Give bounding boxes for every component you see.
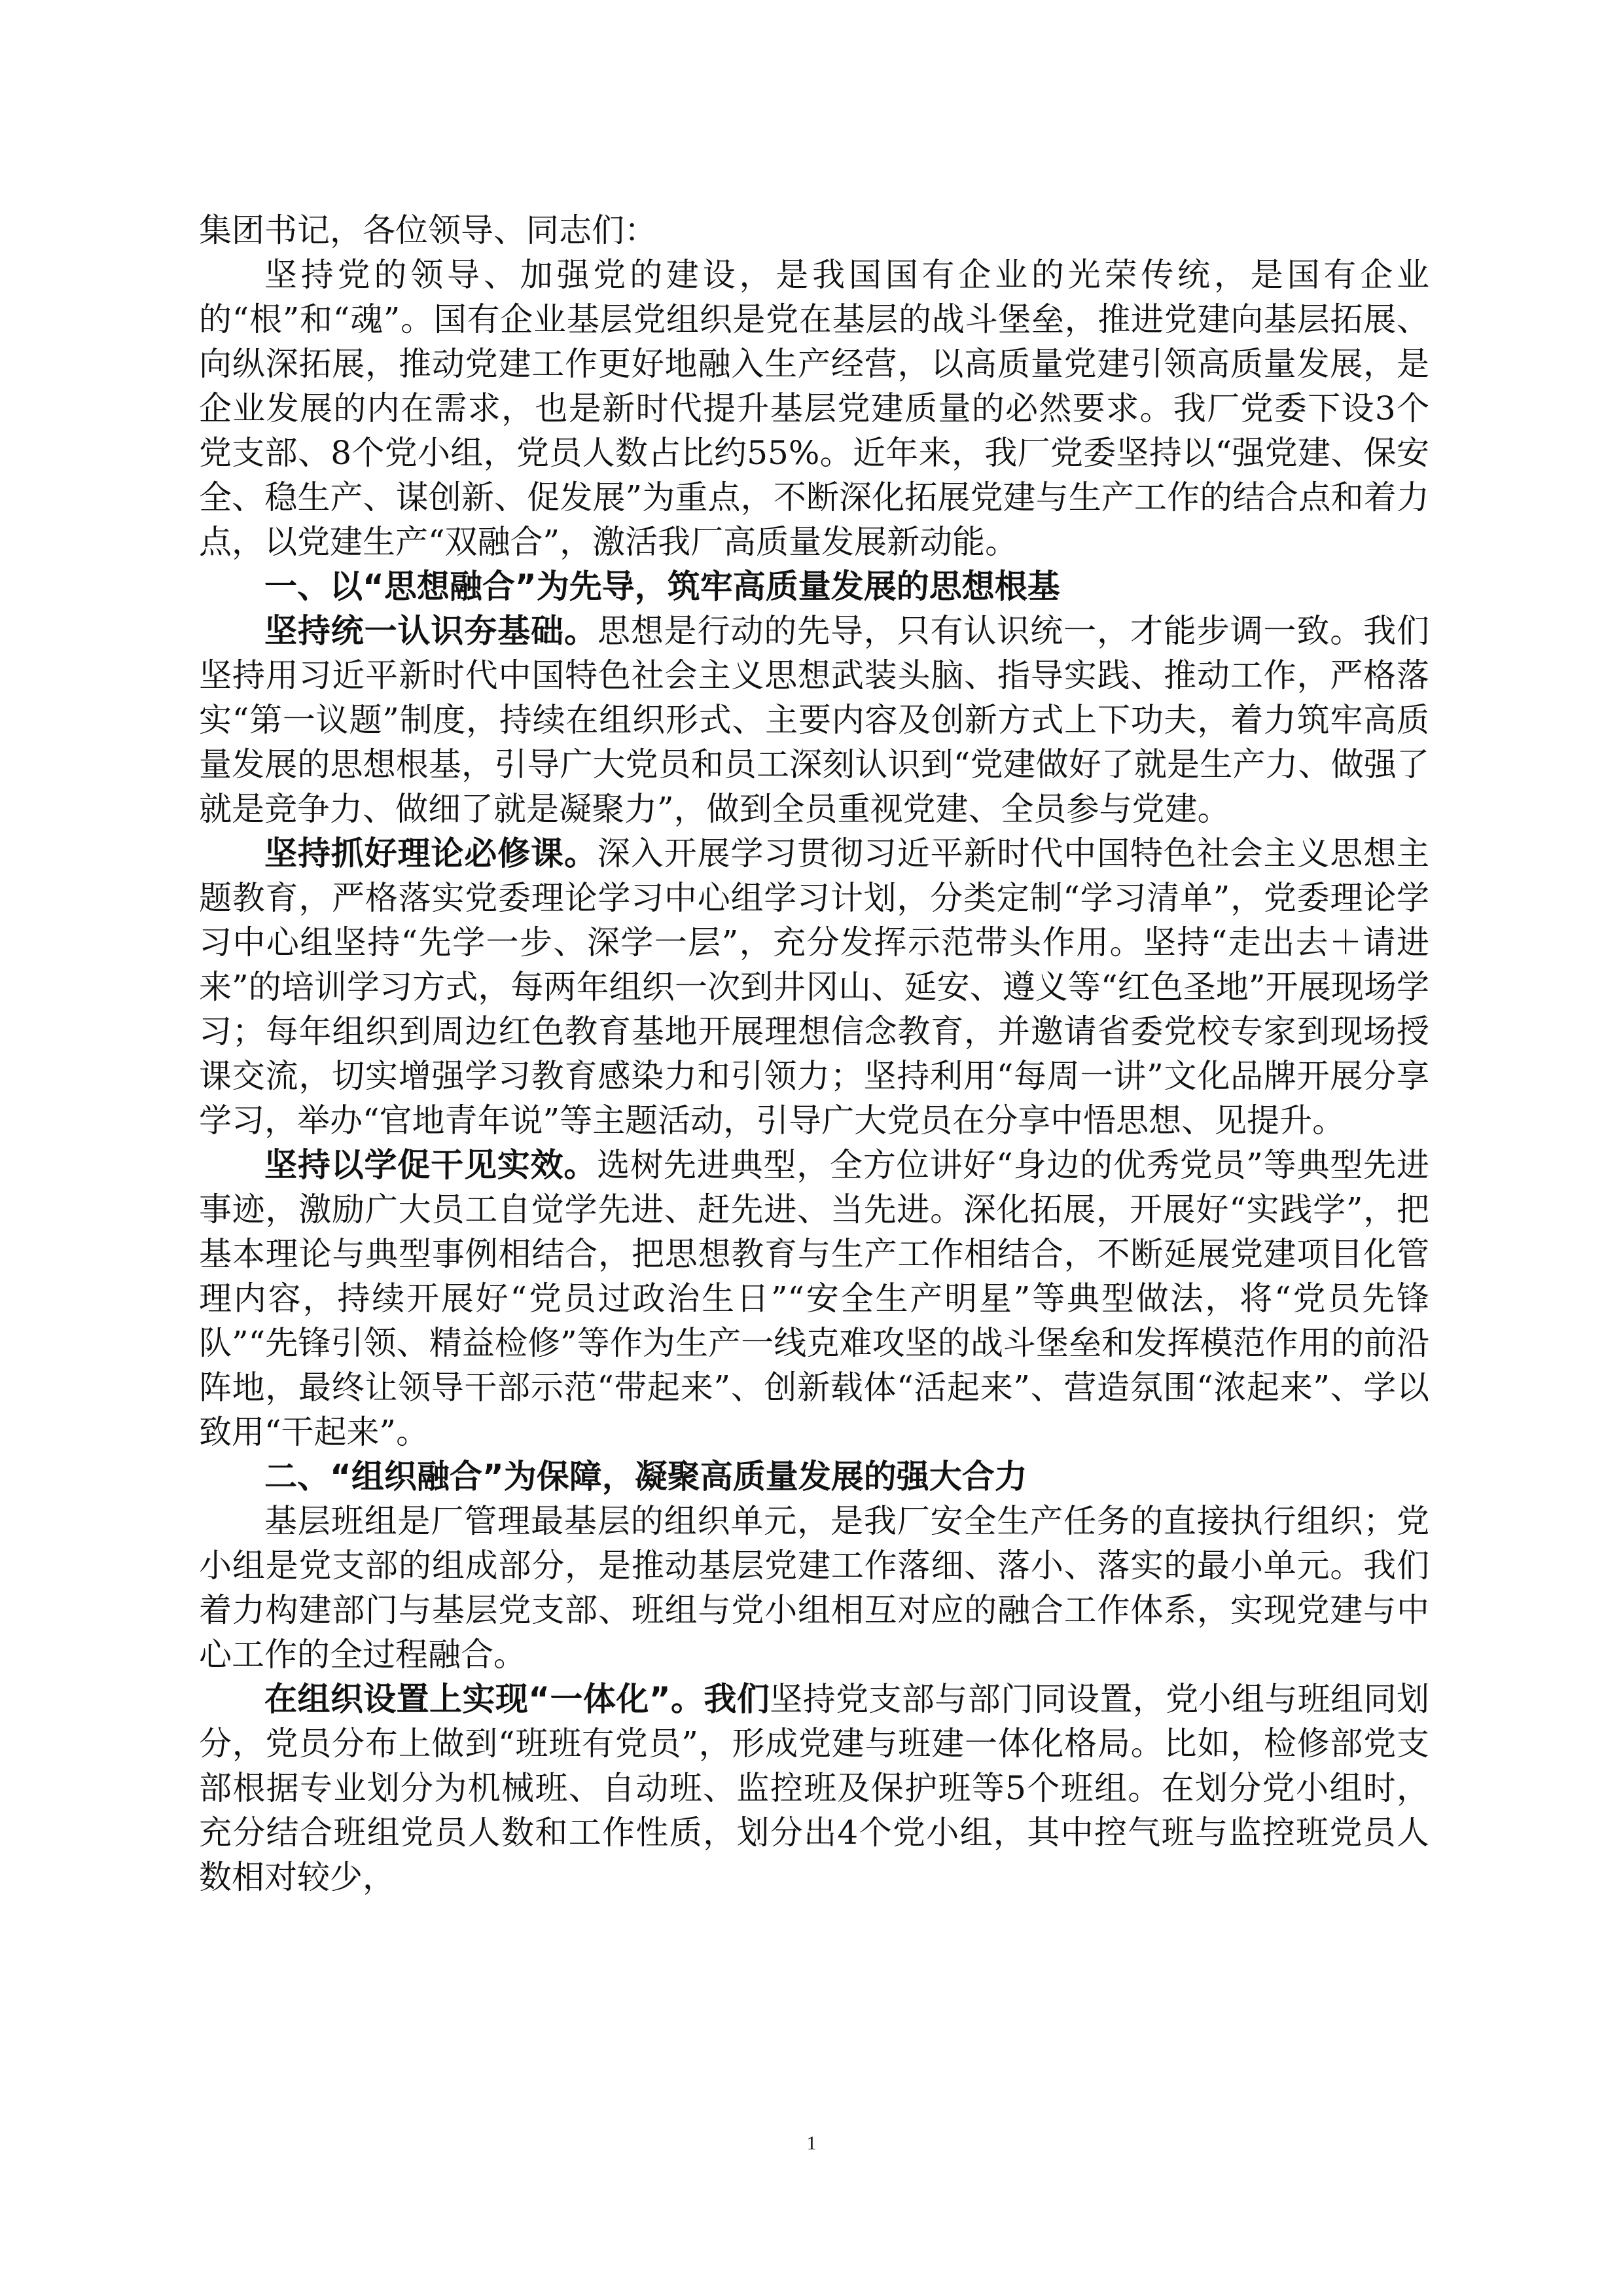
paragraph-lead: 坚持统一认识夯基础。 <box>264 612 597 650</box>
paragraph-text: 选树先进典型，全方位讲好“身边的优秀党员”等典型先进事迹，激励广大员工自觉学先进、赶先进、当先进。深化拓展，开展好“实践学”，把基本理论与典型事例相结合，把思想教育与生产工作相结合，不断延展党建项目化管理内容，持续开展好“党员过政治生日”“安全生产明星”等典型做法，将“党员先锋队”“先锋引领、精益检修”等作为生产一线克难攻坚的战斗堡垒和发挥模范作用的前沿阵地，最终让领导干部示范“带起来”、创新载体“活起来”、营造氛围“浓起来”、学以致用“干起来”。 <box>199 1146 1429 1451</box>
paragraph-lead: 在组织设置上实现“一体化”。我们 <box>264 1680 770 1718</box>
section-2-heading: 二、“组织融合”为保障，凝聚高质量发展的强大合力 <box>264 1458 1027 1496</box>
document-body <box>199 208 1429 1899</box>
page-number: 1 <box>806 2132 817 2154</box>
paragraph-text: 深入开展学习贯彻习近平新时代中国特色社会主义思想主题教育，严格落实党委理论学习中心组学习计划，分类定制“学习清单”，党委理论学习中心组坚持“先学一步、深学一层”，充分发挥示范带头作用。坚持“走出去＋请进来”的培训学习方式，每两年组织一次到井冈山、延安、遵义等“红色圣地”开展现场学习；每年组织到周边红色教育基地开展理想信念教育，并邀请省委党校专家到现场授课交流，切实增强学习教育感染力和引领力；坚持利用“每周一讲”文化品牌开展分享学习，举办“官地青年说”等主题活动，引导广大党员在分享中悟思想、见提升。 <box>199 834 1430 1139</box>
section-2-paragraph-1 <box>199 1677 1429 1899</box>
section-2-intro: 基层班组是厂管理最基层的组织单元，是我厂安全生产任务的直接执行组织；党小组是党支部的组成部分，是推动基层党建工作落细、落小、落实的最小单元。我们着力构建部门与基层党支部、班组与党小组相互对应的融合工作体系，实现党建与中心工作的全过程融合。 <box>199 1502 1429 1674</box>
section-1-paragraph-3 <box>199 1143 1429 1454</box>
section-1-paragraph-1 <box>199 609 1429 831</box>
paragraph-text: 思想是行动的先导，只有认识统一，才能步调一致。我们坚持用习近平新时代中国特色社会主义思想武装头脑、指导实践、推动工作，严格落实“第一议题”制度，持续在组织形式、主要内容及创新方式上下功夫，着力筑牢高质量发展的思想根基，引导广大党员和员工深刻认识到“党建做好了就是生产力、做强了就是竞争力、做细了就是凝聚力”，做到全员重视党建、全员参与党建。 <box>199 612 1430 828</box>
salutation: 集团书记，各位领导、同志们： <box>199 211 657 249</box>
section-1-heading: 一、以“思想融合”为先导，筑牢高质量发展的思想根基 <box>264 567 1060 605</box>
section-1-paragraph-2 <box>199 831 1429 1143</box>
paragraph-text: 坚持党支部与部门同设置，党小组与班组同划分，党员分布上做到“班班有党员”，形成党建与班建一体化格局。比如，检修部党支部根据专业划分为机械班、自动班、监控班及保护班等5个班组。在划分党小组时，充分结合班组党员人数和工作性质，划分出4个党小组，其中控气班与监控班党员人数相对较少， <box>199 1680 1429 1896</box>
paragraph-lead: 坚持抓好理论必修课。 <box>264 834 597 872</box>
intro-paragraph: 坚持党的领导、加强党的建设，是我国国有企业的光荣传统，是国有企业的“根”和“魂”。国有企业基层党组织是党在基层的战斗堡垒，推进党建向基层拓展、向纵深拓展，推动党建工作更好地融入生产经营，以高质量党建引领高质量发展，是企业发展的内在需求，也是新时代提升基层党建质量的必然要求。我厂党委下设3个党支部、8个党小组，党员人数占比约55%。近年来，我厂党委坚持以“强党建、保安全、稳生产、谋创新、促发展”为重点，不断深化拓展党建与生产工作的结合点和着力点，以党建生产“双融合”，激活我厂高质量发展新动能。 <box>199 256 1429 561</box>
paragraph-lead: 坚持以学促干见实效。 <box>264 1146 597 1184</box>
